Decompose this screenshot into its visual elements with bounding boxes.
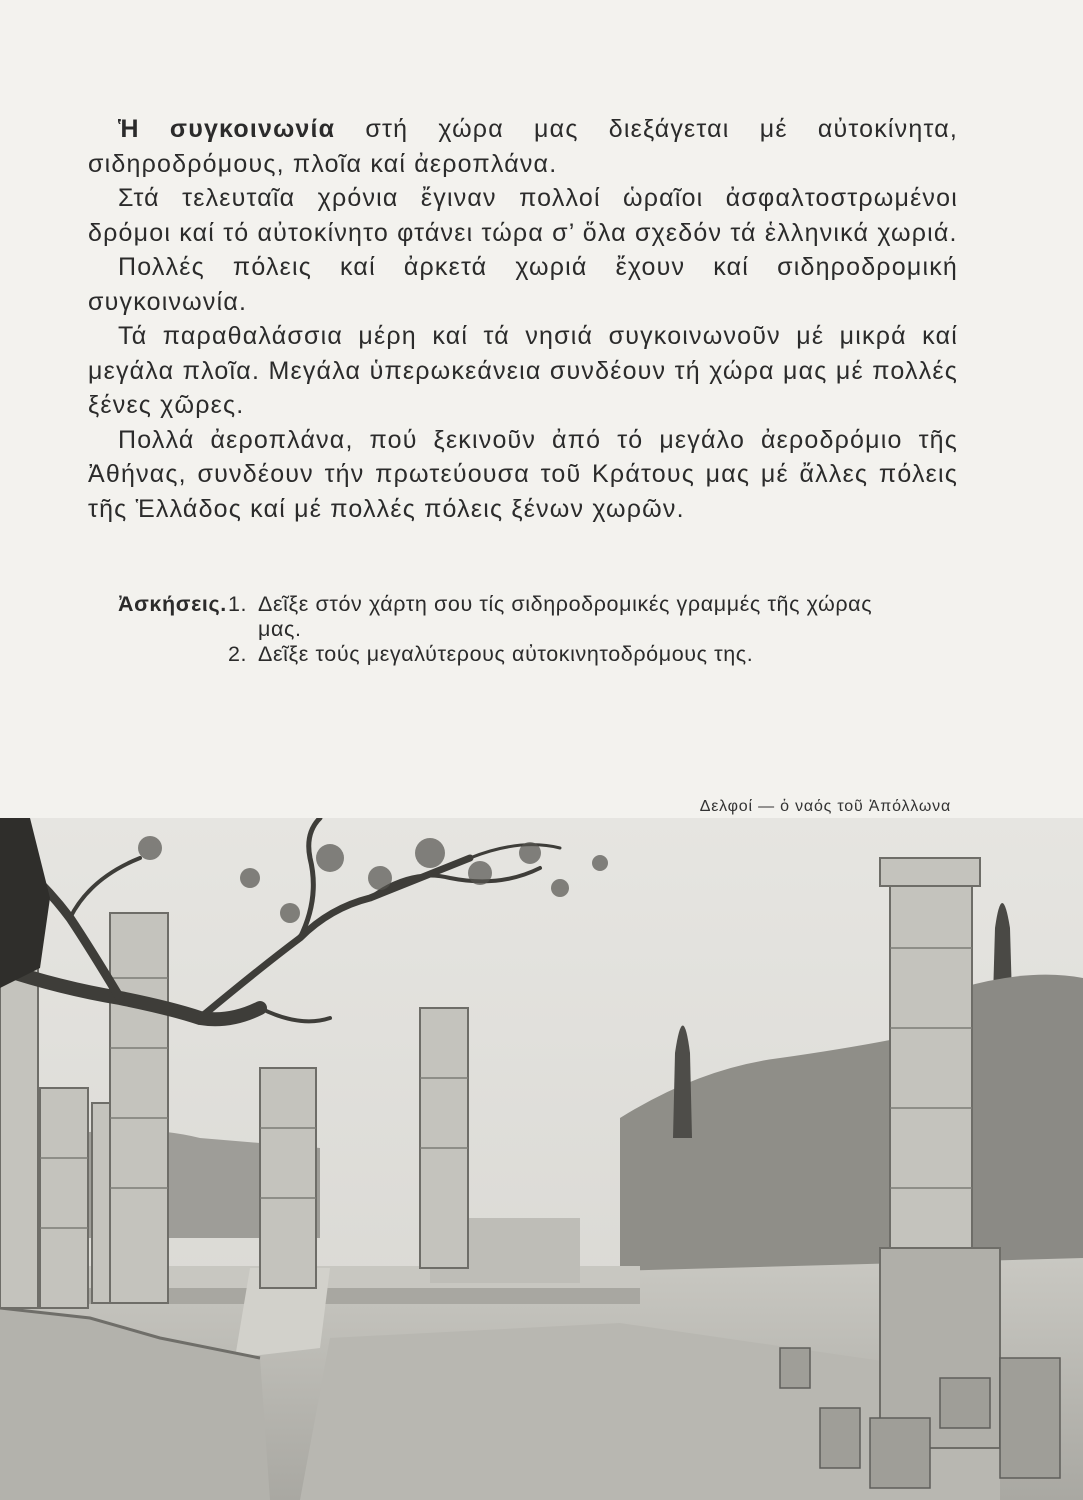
- paragraph-5: [88, 423, 958, 527]
- exercise-number: 2.: [228, 642, 248, 666]
- body-text: [88, 112, 958, 526]
- paragraph-4: [88, 319, 958, 423]
- paragraph-text: Πολλές πόλεις καί ἀρκετά χωριά ἔχουν καί σιδηροδρομική συγκοινωνία.: [88, 253, 958, 316]
- paragraph-text: στή χώρα μας διεξάγεται μέ αὐτοκίνητα, σιδηροδρόμους, πλοῖα καί ἀεροπλάνα.: [88, 115, 958, 178]
- paragraph-text: Στά τελευταῖα χρόνια ἔγιναν πολλοί ὡραῖοι ἀσφαλτοστρωμένοι δρόμοι καί τό αὐτοκίνητο φτάνει τώρα σ’ ὅλα σχεδόν τά ἑλληνικά χωριά.: [88, 184, 958, 247]
- exercises-section: [118, 592, 918, 667]
- exercises-label: Ἀσκήσεις.: [118, 592, 227, 616]
- paragraph-3: [88, 250, 958, 319]
- photo-illustration: [0, 818, 1083, 1500]
- photo-caption: Δελφοί — ὁ ναός τοῦ Ἀπόλλωνα: [699, 798, 951, 815]
- delphi-temple-photo: [0, 818, 1083, 1500]
- paragraph-1: [88, 112, 958, 181]
- exercise-text: Δεῖξε τούς μεγαλύτερους αὐτοκινητοδρόμους της.: [258, 642, 754, 666]
- paragraph-2: [88, 181, 958, 250]
- paragraph-lead: Ἡ συγκοινωνία: [118, 115, 336, 143]
- exercise-item: [228, 642, 918, 667]
- exercise-text: Δεῖξε στόν χάρτη σου τίς σιδηροδρομικές γραμμές τῆς χώρας μας.: [258, 592, 873, 641]
- paragraph-text: Πολλά ἀεροπλάνα, πού ξεκινοῦν ἀπό τό μεγάλο ἀεροδρόμιο τῆς Ἀθήνας, συνδέουν τήν πρωτεύουσα τοῦ Κράτους μας μέ ἄλλες πόλεις τῆς Ἑλλάδος καί μέ πολλές πόλεις ξένων χωρῶν.: [88, 425, 958, 523]
- exercise-number: 1.: [228, 592, 248, 616]
- exercise-item: [118, 592, 918, 642]
- paragraph-text: Τά παραθαλάσσια μέρη καί τά νησιά συγκοινωνοῦν μέ μικρά καί μεγάλα πλοῖα. Μεγάλα ὑπερωκεάνεια συνδέουν τή χώρα μας μέ πολλές ξένες χῶρες.: [88, 322, 958, 419]
